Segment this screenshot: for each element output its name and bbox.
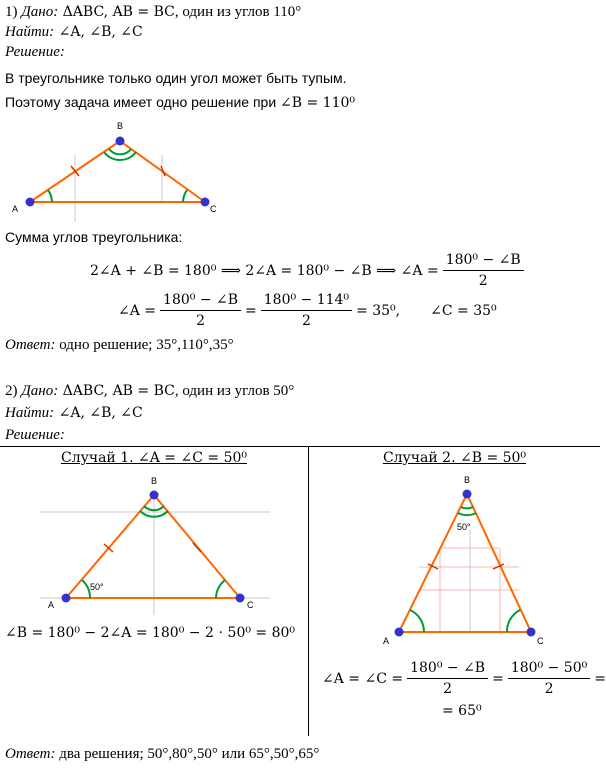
case1-label-c: C bbox=[247, 600, 254, 610]
fig1-angle-b-arc-outer bbox=[104, 152, 136, 160]
fig1-point-b bbox=[116, 137, 125, 146]
p1-eq1-left: 2∠A + ∠B = 180⁰ ⟹ 2∠A = 180⁰ − ∠B ⟹ ∠A = bbox=[90, 262, 439, 279]
case1-point-b bbox=[150, 491, 159, 500]
case2-equals: = bbox=[492, 670, 504, 687]
case1-angle-label: 50° bbox=[90, 582, 104, 592]
case2-den1: 2 bbox=[443, 681, 453, 697]
p2-given-text: ΔABC, AB = BC bbox=[58, 383, 175, 399]
case2-fraction-1 bbox=[407, 660, 488, 697]
case2-num1: 180⁰ − ∠B bbox=[407, 660, 488, 679]
case2-point-c bbox=[527, 628, 536, 637]
p1-eq2-left: ∠A = bbox=[118, 302, 157, 319]
case2-point-b bbox=[463, 490, 472, 499]
p1-find-text: ∠A, ∠B, ∠C bbox=[54, 24, 143, 40]
p2-given-tail: , один из углов 50° bbox=[174, 383, 295, 399]
case1-angle-c-arc bbox=[216, 580, 225, 598]
case2-den2: 2 bbox=[544, 681, 554, 697]
p1-answer-label: Ответ: bbox=[5, 337, 56, 353]
case2-side-bc bbox=[467, 494, 531, 632]
p1-eq2-fraction-2 bbox=[261, 292, 352, 329]
p1-answer-line bbox=[5, 336, 234, 354]
case1-tick-bc bbox=[193, 543, 201, 552]
case1-angle-a-arc bbox=[82, 580, 90, 598]
case2-eq-left: ∠A = ∠C = bbox=[322, 670, 404, 687]
case2-side-ab bbox=[399, 494, 467, 632]
p1-eq2-result: = 35⁰, bbox=[356, 302, 401, 319]
fig1-label-a: A bbox=[12, 204, 19, 214]
p1-find-label: Найти: bbox=[5, 24, 55, 40]
case2-equation bbox=[322, 660, 606, 697]
fig1-point-a bbox=[26, 198, 35, 207]
p2-number: 2) bbox=[5, 383, 22, 399]
p1-eq2-angle-c: ∠C = 35⁰ bbox=[430, 302, 497, 319]
case2-label-b: B bbox=[464, 475, 471, 485]
case2-angle-label: 50° bbox=[457, 522, 471, 532]
p1-eq2-num2: 180⁰ − 114⁰ bbox=[261, 292, 352, 311]
fig1-label-b: B bbox=[117, 121, 124, 131]
p2-find-label: Найти: bbox=[5, 405, 55, 421]
p1-text2-start: Поэтому задача имеет одно решение при bbox=[5, 94, 281, 110]
case1-label-a: A bbox=[48, 600, 55, 610]
p1-eq1-fraction bbox=[443, 252, 524, 289]
p2-given-label: Дано: bbox=[21, 383, 59, 399]
case2-angle-a-arc bbox=[410, 610, 424, 632]
figure-triangle-case2 bbox=[309, 470, 600, 650]
p1-text2 bbox=[5, 93, 355, 112]
p1-answer-text: одно решение; 35°,110°,35° bbox=[55, 337, 234, 353]
case2-title: Случай 2. ∠B = 50⁰ bbox=[382, 450, 527, 466]
p1-text1: В треугольнике только один угол может быть тупым. bbox=[5, 70, 347, 86]
fig1-angle-b-arc-inner bbox=[109, 149, 131, 154]
case2-num2: 180⁰ − 50⁰ bbox=[508, 660, 590, 679]
case2-angle-b-arc-outer bbox=[458, 513, 476, 515]
fig1-label-c: C bbox=[210, 204, 217, 214]
figure-triangle-case1 bbox=[0, 470, 308, 620]
figure-triangle-1 bbox=[0, 115, 240, 230]
case2-fraction-2 bbox=[508, 660, 590, 697]
p2-given-line bbox=[5, 382, 294, 400]
p1-eq2-equals: = bbox=[245, 302, 257, 319]
case2-label-a: A bbox=[383, 636, 390, 646]
case1-point-c bbox=[236, 594, 245, 603]
fig1-angle-c-arc bbox=[183, 190, 187, 202]
p1-eq2-den2: 2 bbox=[301, 313, 311, 329]
p1-text2-math: ∠B = 110⁰ bbox=[280, 95, 356, 111]
case1-label-b: B bbox=[151, 476, 158, 486]
p1-equation-1 bbox=[90, 252, 528, 289]
case2-angle-b-arc-inner bbox=[461, 507, 473, 508]
case1-equation: ∠B = 180⁰ − 2∠A = 180⁰ − 2 ⋅ 50⁰ = 80⁰ bbox=[5, 625, 296, 641]
p1-find-line bbox=[5, 23, 143, 41]
p2-solution-label: Решение: bbox=[5, 427, 65, 443]
p1-eq1-den: 2 bbox=[478, 273, 488, 289]
p2-find-line bbox=[5, 404, 143, 422]
case1-title: Случай 1. ∠A = ∠C = 50⁰ bbox=[60, 450, 247, 466]
case2-tail: = bbox=[594, 670, 606, 687]
p2-find-text: ∠A, ∠B, ∠C bbox=[54, 405, 143, 421]
p2-answer-line bbox=[5, 745, 319, 763]
p2-answer-text: два решения; 50°,80°,50° или 65°,50°,65° bbox=[55, 746, 320, 762]
p1-sum-label: Сумма углов треугольника: bbox=[5, 229, 183, 245]
p1-solution-label: Решение: bbox=[5, 44, 65, 60]
case2-result: = 65⁰ bbox=[442, 703, 482, 719]
fig1-point-c bbox=[201, 198, 210, 207]
case2-point-a bbox=[395, 628, 404, 637]
case2-label-c: C bbox=[537, 636, 544, 646]
fig1-angle-a-arc bbox=[48, 190, 52, 202]
p1-given-text: ΔABC, AB = BC bbox=[58, 4, 175, 20]
p2-answer-label: Ответ: bbox=[5, 746, 56, 762]
p1-given-line bbox=[5, 3, 301, 21]
p1-eq2-den1: 2 bbox=[196, 313, 205, 329]
p1-given-tail: , один из углов 110° bbox=[174, 4, 302, 20]
p1-eq2-fraction-1 bbox=[160, 292, 241, 329]
case2-angle-c-arc bbox=[507, 610, 520, 632]
p1-equation-2 bbox=[118, 292, 497, 329]
p1-number: 1) bbox=[5, 4, 22, 20]
p1-given-label: Дано: bbox=[21, 4, 59, 20]
case1-point-a bbox=[62, 594, 71, 603]
p1-eq1-num: 180⁰ − ∠B bbox=[443, 252, 524, 271]
p1-eq2-num1: 180⁰ − ∠B bbox=[160, 292, 241, 311]
